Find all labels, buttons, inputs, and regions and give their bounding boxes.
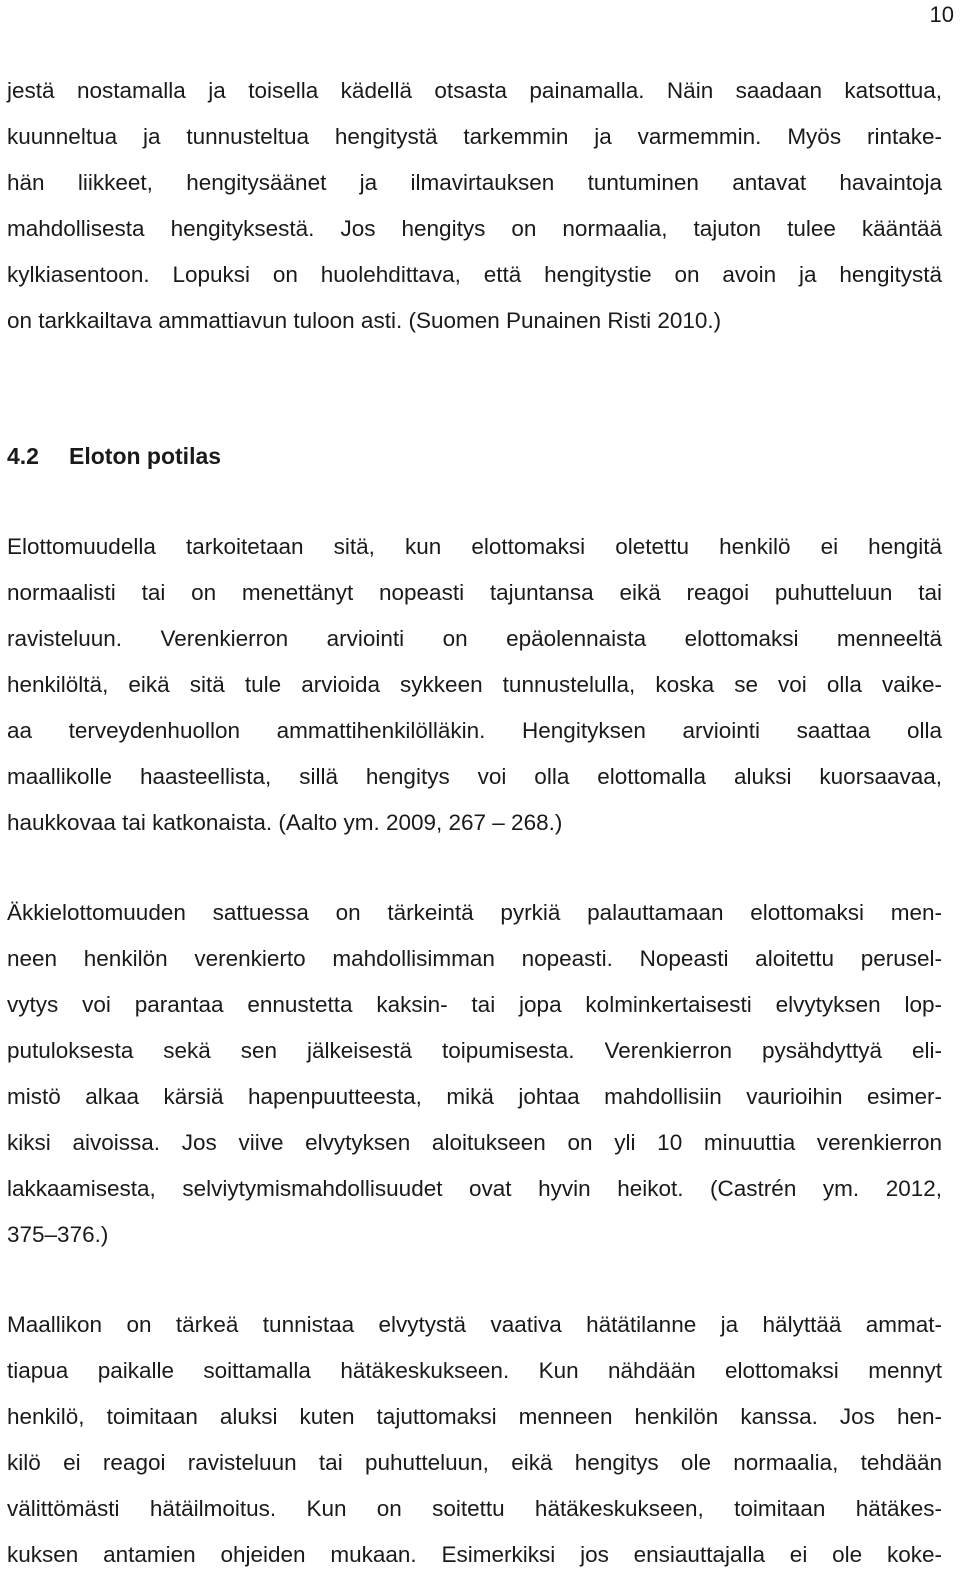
text-line: jestä nostamalla ja toisella kädellä otsasta painamalla. Näin saadaan katsottua, [7, 78, 942, 103]
text-line: lakkaamisesta, selviytymismahdollisuudet ovat hyvin heikot. (Castrén ym. 2012, [7, 1176, 942, 1201]
text-line: hän liikkeet, hengitysäänet ja ilmavirtauksen tuntuminen antavat havaintoja [7, 170, 942, 195]
text-line: mistö alkaa kärsiä hapenpuutteesta, mikä johtaa mahdollisiin vaurioihin esimer- [7, 1084, 942, 1109]
page-number: 10 [929, 2, 954, 27]
text-line: aa terveydenhuollon ammattihenkilölläkin. Hengityksen arviointi saattaa olla [7, 718, 942, 743]
text-line: vytys voi parantaa ennustetta kaksin- tai jopa kolminkertaisesti elvytyksen lop- [7, 992, 942, 1017]
text-line: tiapua paikalle soittamalla hätäkeskukseen. Kun nähdään elottomaksi mennyt [7, 1358, 942, 1383]
text-line: maallikolle haasteellista, sillä hengitys voi olla elottomalla aluksi kuorsaavaa, [7, 764, 942, 789]
text-line: kuksen antamien ohjeiden mukaan. Esimerkiksi jos ensiauttajalla ei ole koke- [7, 1542, 942, 1567]
text-line: 375–376.) [7, 1222, 109, 1247]
text-line: ravisteluun. Verenkierron arviointi on epäolennaista elottomaksi menneeltä [7, 626, 942, 651]
section-number: 4.2 [7, 443, 39, 469]
text-line: neen henkilön verenkierto mahdollisimman nopeasti. Nopeasti aloitettu perusel- [7, 946, 942, 971]
text-line: kuunneltua ja tunnusteltua hengitystä tarkemmin ja varmemmin. Myös rintake- [7, 124, 942, 149]
text-line: henkilöltä, eikä sitä tule arvioida sykkeen tunnustelulla, koska se voi olla vaike- [7, 672, 942, 697]
text-line: välittömästi hätäilmoitus. Kun on soitettu hätäkeskukseen, toimitaan hätäkes- [7, 1496, 942, 1521]
text-line: henkilö, toimitaan aluksi kuten tajuttomaksi menneen henkilön kanssa. Jos hen- [7, 1404, 942, 1429]
section-heading [7, 441, 221, 471]
section-title: Eloton potilas [69, 443, 222, 469]
text-line: haukkovaa tai katkonaista. (Aalto ym. 2009, 267 – 268.) [7, 810, 563, 835]
text-line: Äkkielottomuuden sattuessa on tärkeintä pyrkiä palauttamaan elottomaksi men- [7, 900, 942, 925]
text-line: kilö ei reagoi ravisteluun tai puhutteluun, eikä hengitys ole normaalia, tehdään [7, 1450, 942, 1475]
text-line: Elottomuudella tarkoitetaan sitä, kun elottomaksi oletettu henkilö ei hengitä [7, 534, 942, 559]
text-line: on tarkkailtava ammattiavun tuloon asti. (Suomen Punainen Risti 2010.) [7, 308, 722, 333]
text-line: kiksi aivoissa. Jos viive elvytyksen aloitukseen on yli 10 minuuttia verenkierron [7, 1130, 942, 1155]
text-line: kylkiasentoon. Lopuksi on huolehdittava, että hengitystie on avoin ja hengitystä [7, 262, 942, 287]
text-line: Maallikon on tärkeä tunnistaa elvytystä vaativa hätätilanne ja hälyttää ammat- [7, 1312, 942, 1337]
text-line: putuloksesta sekä sen jälkeisestä toipumisesta. Verenkierron pysähdyttyä eli- [7, 1038, 942, 1063]
text-line: normaalisti tai on menettänyt nopeasti tajuntansa eikä reagoi puhutteluun tai [7, 580, 942, 605]
text-line: mahdollisesta hengityksestä. Jos hengitys on normaalia, tajuton tulee kääntää [7, 216, 942, 241]
